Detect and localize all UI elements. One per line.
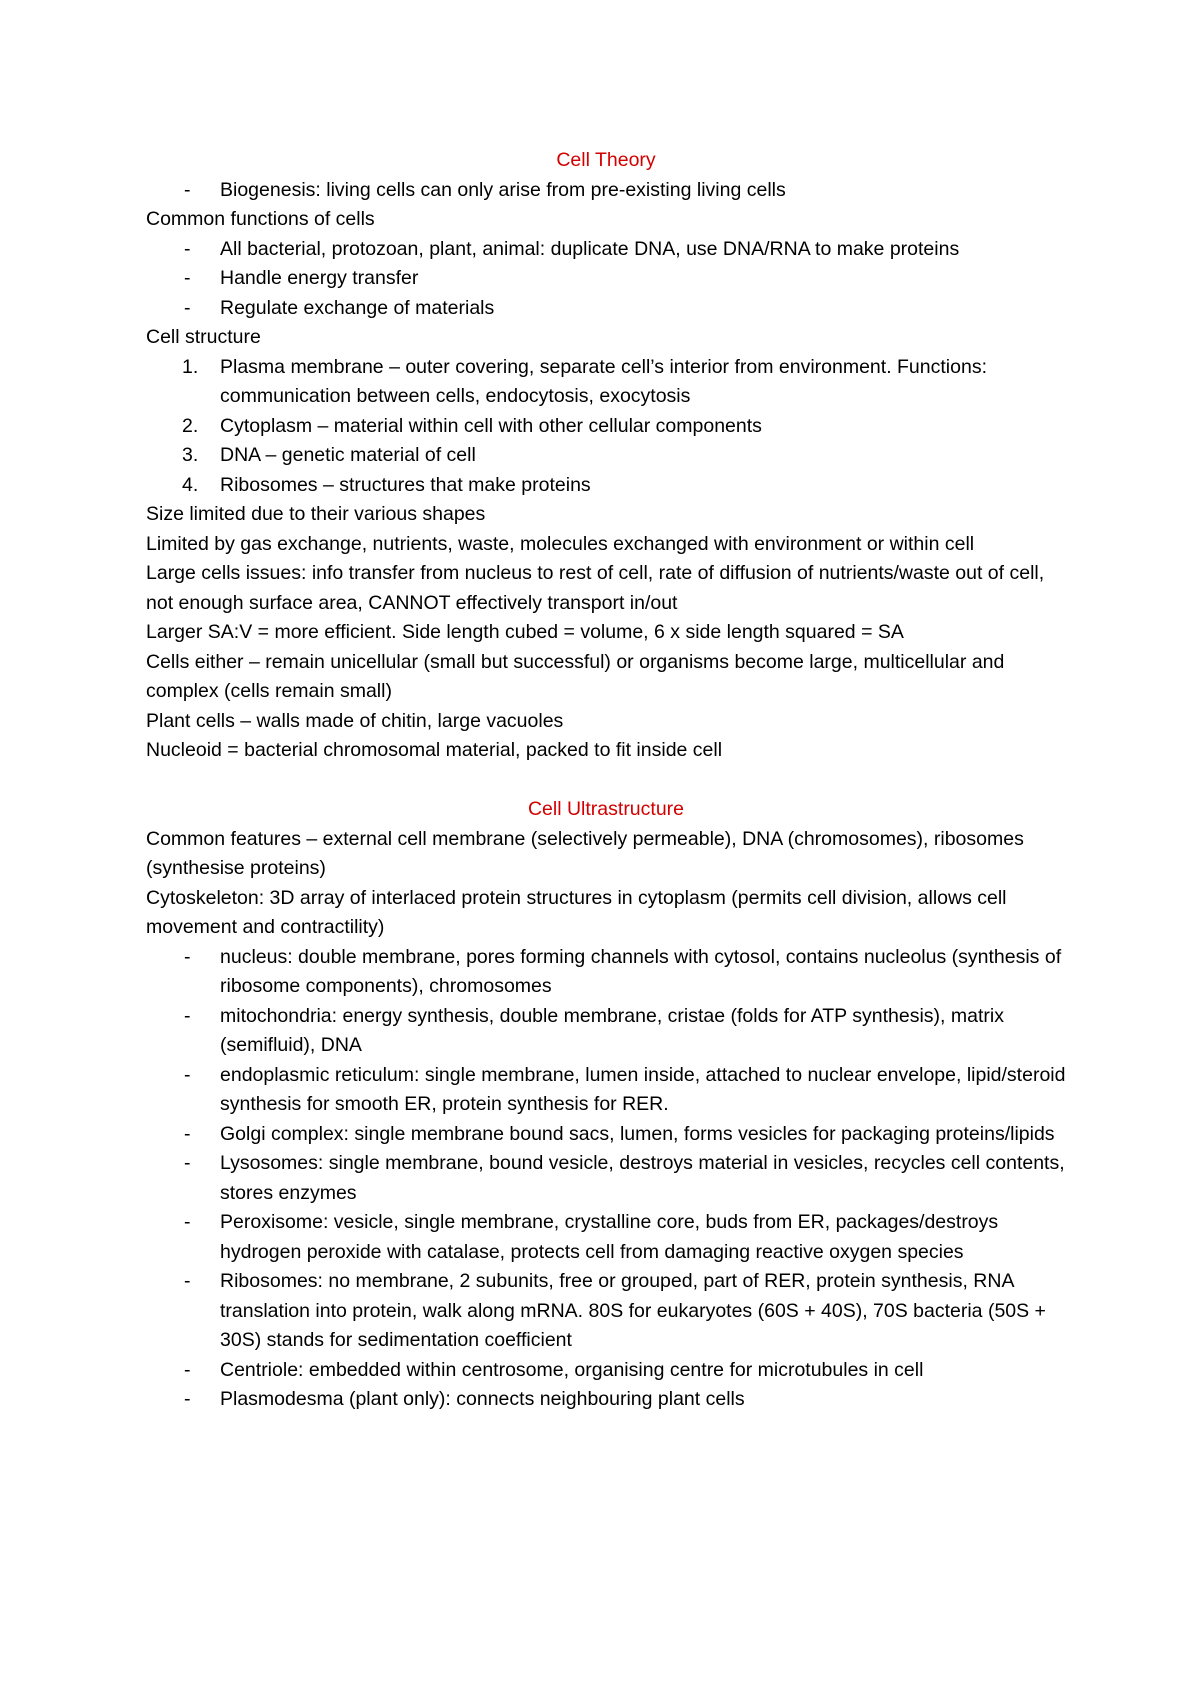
number-marker: 1. bbox=[182, 355, 199, 378]
paragraph: Larger SA:V = more efficient. Side length cubed = volume, 6 x side length squared = SA bbox=[146, 621, 904, 643]
list-item: - Lysosomes: single membrane, bound vesicle, destroys material in vesicles, recycles cell contents, stores enzymes bbox=[146, 1149, 1066, 1208]
paragraph: Cells either – remain unicellular (small but successful) or organisms become large, multicellular and complex (cells remain small) bbox=[146, 650, 1005, 702]
bullet-marker: - bbox=[184, 296, 191, 319]
bullet-marker: - bbox=[184, 1270, 191, 1292]
list-item: - Plasmodesma (plant only): connects neighbouring plant cells bbox=[146, 1385, 1066, 1415]
bullet-marker: - bbox=[184, 237, 191, 260]
list-item: - endoplasmic reticulum: single membrane, lumen inside, attached to nuclear envelope, lipid/steroid synthesis for smooth ER, protein synthesis for RER. bbox=[146, 1061, 1066, 1120]
paragraph: Large cells issues: info transfer from nucleus to rest of cell, rate of diffusion of nutrients/waste out of cell, not enough surface area, CANNOT effectively transport in/out bbox=[146, 562, 1045, 614]
paragraph: Nucleoid = bacterial chromosomal material, packed to fit inside cell bbox=[146, 739, 723, 761]
list-item: - Regulate exchange of materials bbox=[146, 294, 1066, 324]
list-item: - nucleus: double membrane, pores forming channels with cytosol, contains nucleolus (synthesis of ribosome components), chromosomes bbox=[146, 943, 1066, 1002]
list-item: 3. DNA – genetic material of cell bbox=[146, 441, 1066, 471]
paragraph: Cytoskeleton: 3D array of interlaced protein structures in cytoplasm (permits cell division, allows cell movement and contractility) bbox=[146, 886, 1007, 938]
document-body bbox=[146, 146, 1066, 1415]
bullet-marker: - bbox=[184, 267, 191, 289]
list-item: - Centriole: embedded within centrosome, organising centre for microtubules in cell bbox=[146, 1356, 1066, 1386]
bullet-marker: - bbox=[184, 1122, 191, 1145]
bullet-marker: - bbox=[184, 178, 191, 201]
cell-ultrastructure-heading: Cell Ultrastructure bbox=[527, 798, 685, 820]
bullet-marker: - bbox=[184, 1358, 191, 1381]
paragraph: Size limited due to their various shapes bbox=[146, 503, 486, 525]
cell-structure-label: Cell structure bbox=[146, 326, 261, 348]
bullet-marker: - bbox=[184, 1211, 191, 1233]
functions-bullet-list bbox=[146, 235, 1066, 324]
common-functions-label: Common functions of cells bbox=[146, 208, 375, 230]
organelle-bullet-list bbox=[146, 943, 1066, 1415]
number-marker: 3. bbox=[182, 444, 199, 466]
list-item: 1. Plasma membrane – outer covering, separate cell’s interior from environment. Functions: communication between cells, endocytosis, exocytosis bbox=[146, 353, 1066, 412]
bullet-marker: - bbox=[184, 1004, 191, 1027]
list-item: - Ribosomes: no membrane, 2 subunits, free or grouped, part of RER, protein synthesis, RNA translation into protein, walk along mRNA. 80S for eukaryotes (60S + 40S), 70S bacteria (50S + 30S) stands for sedimentation coefficient bbox=[146, 1267, 1066, 1356]
bullet-marker: - bbox=[184, 1152, 191, 1174]
spacer bbox=[146, 766, 1066, 796]
number-marker: 2. bbox=[182, 414, 199, 437]
list-item: - All bacterial, protozoan, plant, animal: duplicate DNA, use DNA/RNA to make proteins bbox=[146, 235, 1066, 265]
bullet-marker: - bbox=[184, 1063, 191, 1086]
paragraph: Limited by gas exchange, nutrients, waste, molecules exchanged with environment or within cell bbox=[146, 532, 975, 555]
list-item: - Handle energy transfer bbox=[146, 264, 1066, 294]
paragraph: Common features – external cell membrane (selectively permeable), DNA (chromosomes), ribosomes (synthesise proteins) bbox=[146, 827, 1024, 879]
bullet-marker: - bbox=[184, 1388, 191, 1410]
list-item: - mitochondria: energy synthesis, double membrane, cristae (folds for ATP synthesis), matrix (semifluid), DNA bbox=[146, 1002, 1066, 1061]
list-item: - Peroxisome: vesicle, single membrane, crystalline core, buds from ER, packages/destroys hydrogen peroxide with catalase, protects cell from damaging reactive oxygen species bbox=[146, 1208, 1066, 1267]
structure-numbered-list bbox=[146, 353, 1066, 501]
number-marker: 4. bbox=[182, 473, 199, 496]
intro-bullet-list bbox=[146, 176, 1066, 206]
paragraph: Plant cells – walls made of chitin, large vacuoles bbox=[146, 709, 564, 732]
bullet-marker: - bbox=[184, 945, 191, 968]
cell-theory-heading: Cell Theory bbox=[556, 149, 656, 171]
list-item: - Golgi complex: single membrane bound sacs, lumen, forms vesicles for packaging proteins/lipids bbox=[146, 1120, 1066, 1150]
list-item: 2. Cytoplasm – material within cell with other cellular components bbox=[146, 412, 1066, 442]
list-item: 4. Ribosomes – structures that make proteins bbox=[146, 471, 1066, 501]
list-item: - Biogenesis: living cells can only arise from pre-existing living cells bbox=[146, 176, 1066, 206]
